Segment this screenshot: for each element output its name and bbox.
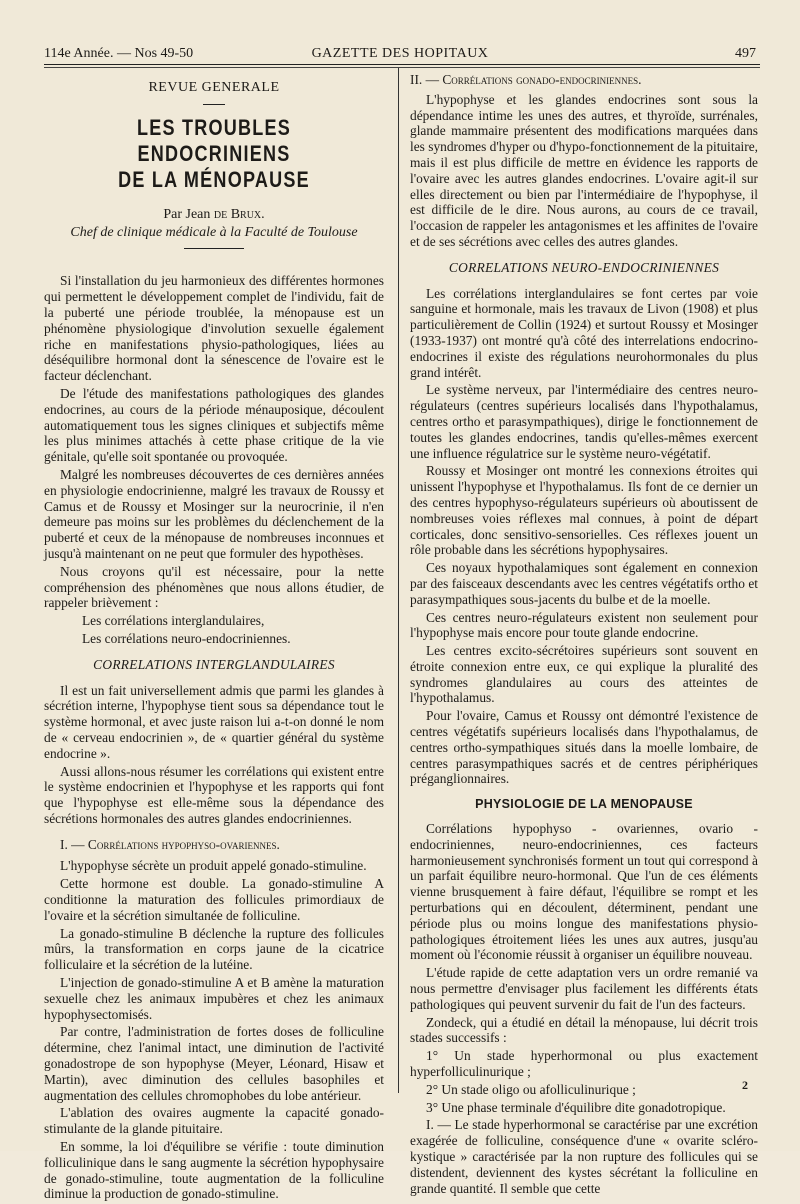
paragraph: Roussy et Mosinger ont montré les connexions étroites qui unissent l'hypophyse et l'hypothalamus. Ils font de ce dernier un des centres hypophyso-régulateurs supérieurs où aboutissent de nombreuses voies réflexes mal connues, à point de départ corticales, donc sensitivo-sensorielles. Ces réflexes jouent un rôle probable dans les sécrétions hypophysaires. xyxy=(410,463,758,558)
paragraph: Aussi allons-nous résumer les corrélations qui existent entre le système endocrinien et l'hypophyse et les rapports qui font que l'hypophyse est elle-même sous la dépendance des sécrétions hormonales des autres glandes endocriniennes. xyxy=(44,763,384,826)
section-heading: CORRELATIONS NEURO-ENDOCRINIENNES xyxy=(448,259,720,275)
paragraph: Si l'installation du jeu harmonieux des différentes hormones qui permettent le développement complet de l'individu, fait de la puberté une période troublée, la ménopause est un phénomène physiologique d'involution sexuelle également riche en manifestations physio-pathologiques, liées au déséquilibre hormonal dont la sénescence de l'ovaire est le facteur déclenchant. xyxy=(44,273,384,384)
paragraph: Malgré les nombreuses découvertes de ces dernières années en physiologie endocrinienne, malgré les travaux de Roussy et Camus et de Roussy et Mosinger sur la neurocrinie, il n'en demeure pas moins sur les problèmes du déclenchement de la puberté et ceux de la ménopause de nombreuses inconnues et jusqu'à maintenant on ne peut que formuler des hypothèses. xyxy=(44,466,384,561)
subsection-heading: I. — Corrélations hypophyso-ovariennes. xyxy=(60,836,280,852)
list-item: Les corrélations interglandulaires, xyxy=(82,613,265,629)
byline xyxy=(44,207,384,223)
paragraph: De l'étude des manifestations pathologiques des glandes endocrines, au cours de la période ménauposique, découlent automatiquement tous les signes cliniques et subjectifs même les plus minimes attachés à cette phase critique de la vie génitale, qu'elle soit spontanée ou provoquée. xyxy=(44,385,384,465)
author-affiliation: Chef de clinique médicale à la Faculté de Toulouse xyxy=(70,224,358,240)
paragraph: Il est un fait universellement admis que parmi les glandes à sécrétion interne, l'hypophyse tient sous sa dépendance tout le système hormonal, et avec juste raison lui a-t-on donné le nom de « cerveau endocrinien », de « quartier général du système endocrine ». xyxy=(44,682,384,761)
author-name: de Brux xyxy=(213,206,262,222)
paragraph: Les corrélations interglandulaires se font certes par voie sanguine et hormonale, mais les travaux de Livon (1908) et plus particulièrement de Collin (1924) et surtout Roussy et Mosinger (1933-1937) ont montré qu'à côté des interrelations endocrino-endocrines il existe des régulations neurohormonales du plus grand intérêt. xyxy=(410,285,758,380)
header-rule xyxy=(44,64,760,65)
paragraph: L'injection de gonado-stimuline A et B amène la maturation sexuelle chez les animaux impubères et chez les animaux hypophysectomisés. xyxy=(44,975,384,1022)
paragraph: Ces noyaux hypothalamiques sont également en connexion par des faisceaux descendants avec les centres végétatifs ortho et parasympathiques sous-jacents du bulbe et de la moelle. xyxy=(410,560,758,607)
paragraph: L'étude rapide de cette adaptation vers un ordre remanié va nous permettre d'envisager plus facilement les différents états pathologiques qui peuvent survenir du fait de l'un des facteurs. xyxy=(410,965,758,1012)
list-item: 3° Une phase terminale d'équilibre dite gonadotropique. xyxy=(426,1099,726,1115)
section-heading: CORRELATIONS INTERGLANDULAIRES xyxy=(93,656,335,672)
right-column xyxy=(410,72,758,1198)
paragraph: L'hypophyse et les glandes endocrines sont sous la dépendance intime les unes des autres, et thyroïde, surrénales, glande mammaire présentent des modifications marquées dans les syndromes d'hyper ou d'hypo-fonctionnement de la pituitaire, mais il est plus difficile de mettre en évidence les rapports de l'ovaire avec les autres glandes endocrines. L'ovaire agit-il sur elles directement ou bien par l'intermédiaire de l'hypophyse, il est difficile de le dire. Nous aurons, au cours de ce travail, l'occasion de rappeler les antagonismes et les affinites de l'ovaire et de ses sécrétions avec celles des autres glandes. xyxy=(410,91,758,249)
paragraph: Corrélations hypophyso - ovariennes, ovario - endocriniennes, neuro-endocriniennes, ces facteurs harmonieusement synchronisés forment un tout qui correspond à un parfait équilibre neuro-hormonal. Que l'un de ces éléments vienne brusquement à faire défaut, l'équilibre se rompt et les perturbations qui en découlent, déterminent, pendant une période plus ou moins longue des manifestations physio-pathologiques étroitement liées les unes aux autres, jusqu'au moment où l'économie réussit à organiser un équilibre nouveau. xyxy=(410,821,758,963)
paragraph: L'ablation des ovaires augmente la capacité gonado-stimulante de la glande pituitaire. xyxy=(44,1105,384,1137)
subsection-heading: II. — Corrélations gonado-endocriniennes. xyxy=(410,72,642,87)
running-header xyxy=(44,44,756,62)
article-title-line-2: DE LA MÉNOPAUSE xyxy=(118,166,310,192)
paragraph: Pour l'ovaire, Camus et Roussy ont démontré l'existence de centres végétatifs supérieurs localisés dans l'hypothalamus, de centres ortho-sympathiques situés dans la moelle lombaire, de centres parasympathiques sacrés et de centres périphériques préganglionnaires. xyxy=(410,708,758,787)
paragraph: L'hypophyse sécrète un produit appelé gonado-stimuline. xyxy=(60,858,367,874)
paragraph: Par contre, l'administration de fortes doses de folliculine détermine, chez l'animal intact, une diminution de l'activité gonadostrope de son hypophyse (Meyer, Léonard, Hisaw et Martin), avec diminution des cellules basophiles et augmentation des cellules chromophobes du lobe antérieur. xyxy=(44,1024,384,1103)
page-number: 497 xyxy=(735,46,756,61)
section-label: REVUE GENERALE xyxy=(148,80,280,95)
divider xyxy=(184,248,244,249)
list-item: Les corrélations neuro-endocriniennes. xyxy=(82,630,291,646)
paragraph: En somme, la loi d'équilibre se vérifie : toute diminution folliculinique dans le sang augmente la sécrétion hypophysaire de gonado-stimuline, toute augmentation de la folliculine diminue la production de gonado-stimuline. xyxy=(44,1139,384,1202)
list-item: 1° Un stade hyperhormonal ou plus exactement hyperfolliculinurique ; xyxy=(410,1048,758,1080)
journal-title: GAZETTE DES HOPITAUX xyxy=(311,46,489,61)
issue-info: 114e Année. — Nos 49-50 xyxy=(44,46,194,61)
header-rule-thin xyxy=(44,67,760,68)
signature-mark: 2 xyxy=(742,1078,748,1092)
paragraph: Nous croyons qu'il est nécessaire, pour la nette compréhension des phénomènes que nous allons étudier, de rappeler brièvement : xyxy=(44,563,384,611)
byline-prefix: Par Jean xyxy=(163,206,214,222)
paragraph: La gonado-stimuline B déclenche la rupture des follicules mûrs, la transformation en corps jaune de la cicatrice folliculaire et la sécrétion de la lutéine. xyxy=(44,925,384,973)
section-heading: PHYSIOLOGIE DE LA MENOPAUSE xyxy=(475,797,693,812)
paragraph: I. — Le stade hyperhormonal se caractérise par une excrétion exagérée de folliculine, conséquence d'une « ovarite scléro-kystique » caractérisée par la non rupture des follicules qui se distendent, deviennent des kystes sécrétant la folliculine en grande quantité. Il semble que cette xyxy=(410,1117,758,1196)
divider xyxy=(203,104,225,105)
paragraph: Zondeck, qui a étudié en détail la ménopause, lui décrit trois stades successifs : xyxy=(410,1014,758,1046)
column-divider xyxy=(398,68,399,1093)
article-title-line-1: LES TROUBLES ENDOCRINIENS xyxy=(136,114,292,166)
paragraph: Le système nerveux, par l'intermédiaire des centres neuro-régulateurs (centres supérieurs localisés dans l'hypothalamus, centres ortho et parasympathiques), dirige le fonctionnement de toutes les glandes endocrines, tandis qu'elles-mêmes exercent une influence régulatrice sur le système neuro-végétatif. xyxy=(410,382,758,461)
left-column xyxy=(44,72,384,1204)
paragraph: Cette hormone est double. La gonado-stimuline A conditionne la maturation des follicules primordiaux de l'ovaire et la sécrétion simultanée de folliculine. xyxy=(44,876,384,923)
byline-suffix: . xyxy=(261,206,265,222)
paragraph: Les centres excito-sécrétoires supérieurs sont souvent en étroite connexion entre eux, ce qui explique la pluralité des syndromes glandulaires au cours des atteintes de l'hypothalamus. xyxy=(410,643,758,706)
paragraph: Ces centres neuro-régulateurs existent non seulement pour l'hypophyse mais encore pour toute glande endocrine. xyxy=(410,609,758,641)
list-item: 2° Un stade oligo ou afolliculinurique ; xyxy=(426,1081,636,1097)
